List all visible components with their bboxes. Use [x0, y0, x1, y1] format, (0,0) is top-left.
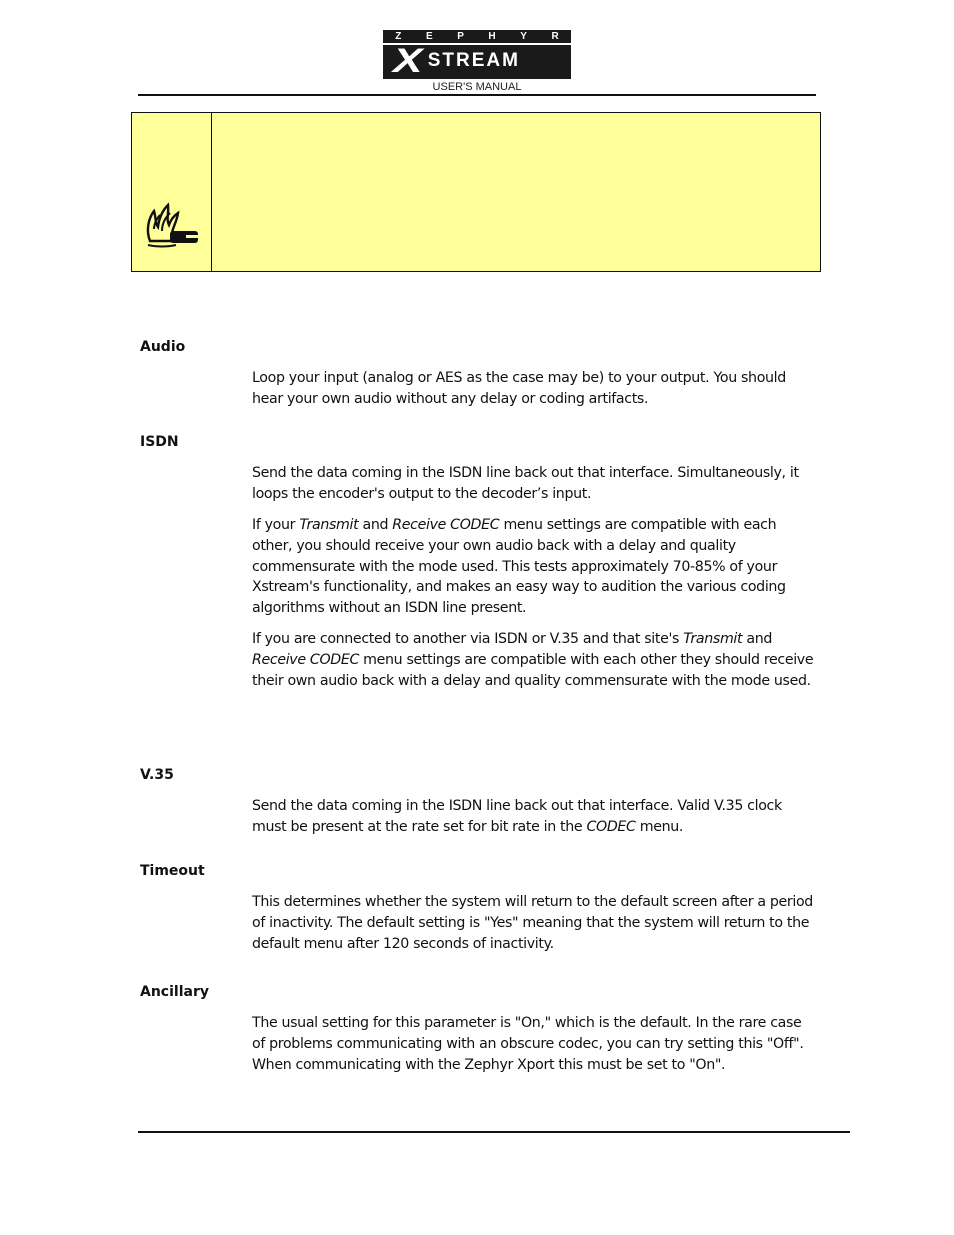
- logo-letter: Y: [520, 31, 527, 42]
- transmit-menu-term: Transmit: [683, 631, 743, 647]
- hand-writing-note-icon: [142, 201, 202, 251]
- note-divider: [211, 113, 212, 271]
- receive-codec-menu-term: Receive CODEC: [252, 651, 360, 668]
- codec-menu-term: CODEC: [586, 818, 636, 835]
- logo-letter: H: [488, 31, 496, 42]
- section-title-timeout: Timeout: [140, 863, 205, 879]
- receive-codec-menu-term: Receive CODEC: [392, 517, 500, 533]
- logo-letter: E: [425, 31, 433, 42]
- logo-letter: P: [457, 31, 464, 42]
- logo-letter: R: [551, 31, 559, 42]
- isdn-paragraph-1: Send the data coming in the ISDN line back out that interface. Simultaneously, it loops the encoder's output to the decoder’s input.: [252, 465, 799, 502]
- section-title-audio: Audio: [140, 339, 186, 355]
- logo-letter: Z: [395, 31, 402, 42]
- logo-x: X: [393, 42, 423, 80]
- section-title-ancillary: Ancillary: [140, 984, 209, 1000]
- v35-paragraph: Send the data coming in the ISDN line back out that interface. Valid V.35 clock must be present at the rate set for bit rate in the CODEC menu.: [252, 798, 782, 835]
- isdn-paragraph-3: If you are connected to another via ISDN or V.35 and that site's Transmit and Receive CODEC menu settings are compatible with each other they should receive their own audio back with a delay and quality commensurate with the mode used.: [252, 631, 814, 689]
- header-rule: [138, 94, 816, 96]
- section-title-v35: V.35: [140, 767, 174, 783]
- footer-rule: [138, 1131, 850, 1133]
- timeout-paragraph: This determines whether the system will return to the default screen after a period of inactivity. The default setting is "Yes" meaning that the system will return to the default menu after 120 seconds of inactivity.: [252, 894, 813, 952]
- isdn-paragraph-2: If your Transmit and Receive CODEC menu settings are compatible with each other, you should receive your own audio back with a delay and quality commensurate with the mode used. This tests approximately 70-85% of your Xstream's functionality, and makes an easy way to audition the various coding algorithms without an ISDN line present.: [252, 517, 786, 617]
- logo-word: STREAM: [427, 50, 520, 71]
- note-box: [131, 112, 821, 272]
- section-title-isdn: ISDN: [140, 434, 179, 450]
- audio-paragraph: Loop your input (analog or AES as the case may be) to your output. You should hear your own audio without any delay or coding artifacts.: [252, 370, 786, 407]
- ancillary-paragraph: The usual setting for this parameter is "On," which is the default. In the rare case of problems communicating with an obscure codec, you can try setting this "Off". When communicating with the Zephyr Xport this must be set to "On".: [252, 1015, 804, 1073]
- zephyr-xstream-logo: [383, 30, 571, 79]
- transmit-menu-term: Transmit: [299, 517, 359, 533]
- logo-xstream: [393, 42, 520, 80]
- manual-subtitle: USER'S MANUAL: [432, 81, 522, 93]
